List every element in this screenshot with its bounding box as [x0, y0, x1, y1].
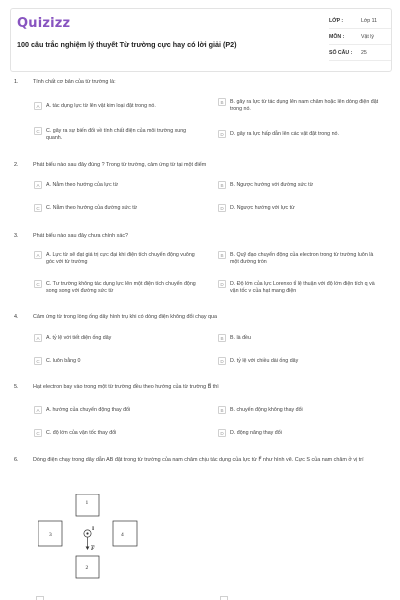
option-text: C. Tư trường không tác dụng lực lên một điện tích chuyển động song song với đường sức từ: [46, 281, 196, 294]
option-text: D. động năng thay đổi: [230, 430, 282, 436]
option-5d[interactable]: [218, 430, 380, 437]
option-text: B. là đều: [230, 335, 251, 341]
option-2c[interactable]: [34, 205, 196, 212]
option-4b[interactable]: [218, 335, 380, 342]
option-text: D. gây ra lực hấp dẫn lên các vật đặt trong nó.: [230, 131, 339, 137]
option-letter-box: B: [218, 181, 226, 189]
question-text: Hạt electron bay vào trong một từ trường đều theo hướng của từ trường B⃗ thì: [33, 384, 219, 390]
option-3b[interactable]: [218, 252, 380, 266]
option-letter-box: C: [34, 127, 42, 135]
option-3d[interactable]: [218, 281, 380, 295]
option-text: B. gây ra lực từ tác dụng lên nam châm hoặc lên dòng điện đặt trong nó.: [230, 99, 379, 112]
option-letter-box: B: [218, 98, 226, 106]
option-letter-box: D: [218, 357, 226, 365]
option-3c[interactable]: [34, 281, 196, 295]
option-2d[interactable]: [218, 205, 380, 212]
option-5b[interactable]: [218, 407, 380, 414]
option-text: B. Ngược hướng với đường sức từ: [230, 182, 314, 188]
option-letter-box: D: [218, 280, 226, 288]
label-1: 1: [85, 500, 89, 506]
option-letter-box: B: [218, 334, 226, 342]
option-letter-box: D: [218, 429, 226, 437]
option-3a[interactable]: [34, 252, 196, 266]
option-1b[interactable]: [218, 99, 380, 113]
force-arrow-head: [86, 547, 90, 551]
meta-value: 25: [361, 50, 367, 56]
option-1a[interactable]: [34, 103, 196, 110]
option-text: A. tác dụng lực từ lên vật kim loại đặt trong nó.: [46, 103, 156, 109]
question-text: Phát biểu nào sau đây chưa chính xác?: [33, 233, 129, 239]
option-5c[interactable]: [34, 430, 196, 437]
option-text: C. Nằm theo hướng của đường sức từ: [46, 205, 138, 211]
option-text: B. chuyển động không thay đổi: [230, 407, 303, 413]
option-letter-box: A: [34, 334, 42, 342]
option-box-partial: [220, 596, 228, 600]
meta-row-count: [329, 47, 391, 61]
question-text: Tính chất cơ bản của từ trường là:: [33, 79, 116, 85]
option-text: B. Quỹ đạo chuyển động của electron trong từ trường luôn là một đường tròn: [230, 252, 374, 265]
force-label: F: [91, 546, 95, 552]
option-letter-box: C: [34, 357, 42, 365]
option-text: C. gây ra sự biến đổi về tính chất điện của môi trường xung quanh.: [46, 128, 187, 141]
option-text: A. Nằm theo hướng của lực từ: [46, 182, 119, 188]
option-text: D. tỷ lệ với chiều dài ống dây: [230, 358, 299, 364]
option-letter-box: C: [34, 429, 42, 437]
option-letter-box: B: [218, 251, 226, 259]
meta-value: Lớp 11: [361, 18, 377, 24]
question-text: Dòng điện chạy trong dây dẫn AB đặt trong từ trường của nam châm chịu tác dụng của lực từ F⃗ như hình vẽ. Cực S của nam châm ở vị trí: [33, 457, 364, 463]
worksheet-header: [10, 8, 392, 72]
magnet-position-4-box: [113, 521, 137, 546]
option-letter-box: A: [34, 406, 42, 414]
option-text: D. Độ lớn của lực Lorenxo tỉ lệ thuận với độ lớn điện tích q và vận tốc v của hạt mang điện: [230, 281, 375, 294]
option-text: A. hướng của chuyển động thay đổi: [46, 407, 131, 413]
option-text: C. độ lớn của vận tốc thay đổi: [46, 430, 117, 436]
option-text: D. Ngược hướng với lực từ: [230, 205, 295, 211]
option-2a[interactable]: [34, 182, 196, 189]
option-box-partial: [36, 596, 44, 600]
quizizz-logo: Quizizz: [17, 16, 71, 31]
option-letter-box: A: [34, 181, 42, 189]
current-label: I: [92, 526, 95, 532]
option-letter-box: C: [34, 204, 42, 212]
question-number: 6.: [14, 457, 19, 463]
option-4c[interactable]: [34, 358, 196, 365]
page-title: 100 câu trắc nghiệm lý thuyết Từ trường cực hay có lời giải (P2): [17, 40, 237, 49]
option-letter-box: B: [218, 406, 226, 414]
question-number: 2.: [14, 162, 19, 168]
question-number: 1.: [14, 79, 19, 85]
magnet-diagram: [38, 494, 138, 586]
option-5a[interactable]: [34, 407, 196, 414]
option-text: A. tỷ lệ với tiết diện ống dây: [46, 335, 112, 341]
option-text: A. Lực từ sẽ đạt giá trị cực đại khi điện tích chuyển động vuông góc với từ trường: [46, 252, 195, 265]
label-3: 3: [49, 532, 52, 538]
option-letter-box: D: [218, 130, 226, 138]
meta-row-class: [329, 15, 391, 29]
option-2b[interactable]: [218, 182, 380, 189]
option-letter-box: A: [34, 102, 42, 110]
option-1d[interactable]: [218, 131, 380, 138]
meta-key: SỐ CÂU :: [329, 50, 353, 56]
label-4: 4: [121, 532, 124, 538]
meta-value: Vật lý: [361, 34, 374, 40]
meta-key: LỚP :: [329, 18, 344, 24]
option-letter-box: C: [34, 280, 42, 288]
current-wire-dot: [86, 532, 88, 534]
option-1c[interactable]: [34, 128, 196, 142]
question-number: 5.: [14, 384, 19, 390]
option-text: C. luôn bằng 0: [46, 358, 81, 364]
meta-key: MÔN :: [329, 34, 345, 40]
question-text: Cảm ứng từ trong lòng ống dây hình trụ khi có dòng điện không đổi chạy qua: [33, 314, 218, 320]
question-number: 3.: [14, 233, 19, 239]
option-letter-box: D: [218, 204, 226, 212]
option-letter-box: A: [34, 251, 42, 259]
meta-row-subject: [329, 31, 391, 45]
question-text: Phát biểu nào sau đây đúng ? Trong từ trường, cảm ứng từ tại một điểm: [33, 162, 207, 168]
option-4a[interactable]: [34, 335, 196, 342]
option-4d[interactable]: [218, 358, 380, 365]
question-number: 4.: [14, 314, 19, 320]
label-2: 2: [85, 565, 89, 571]
